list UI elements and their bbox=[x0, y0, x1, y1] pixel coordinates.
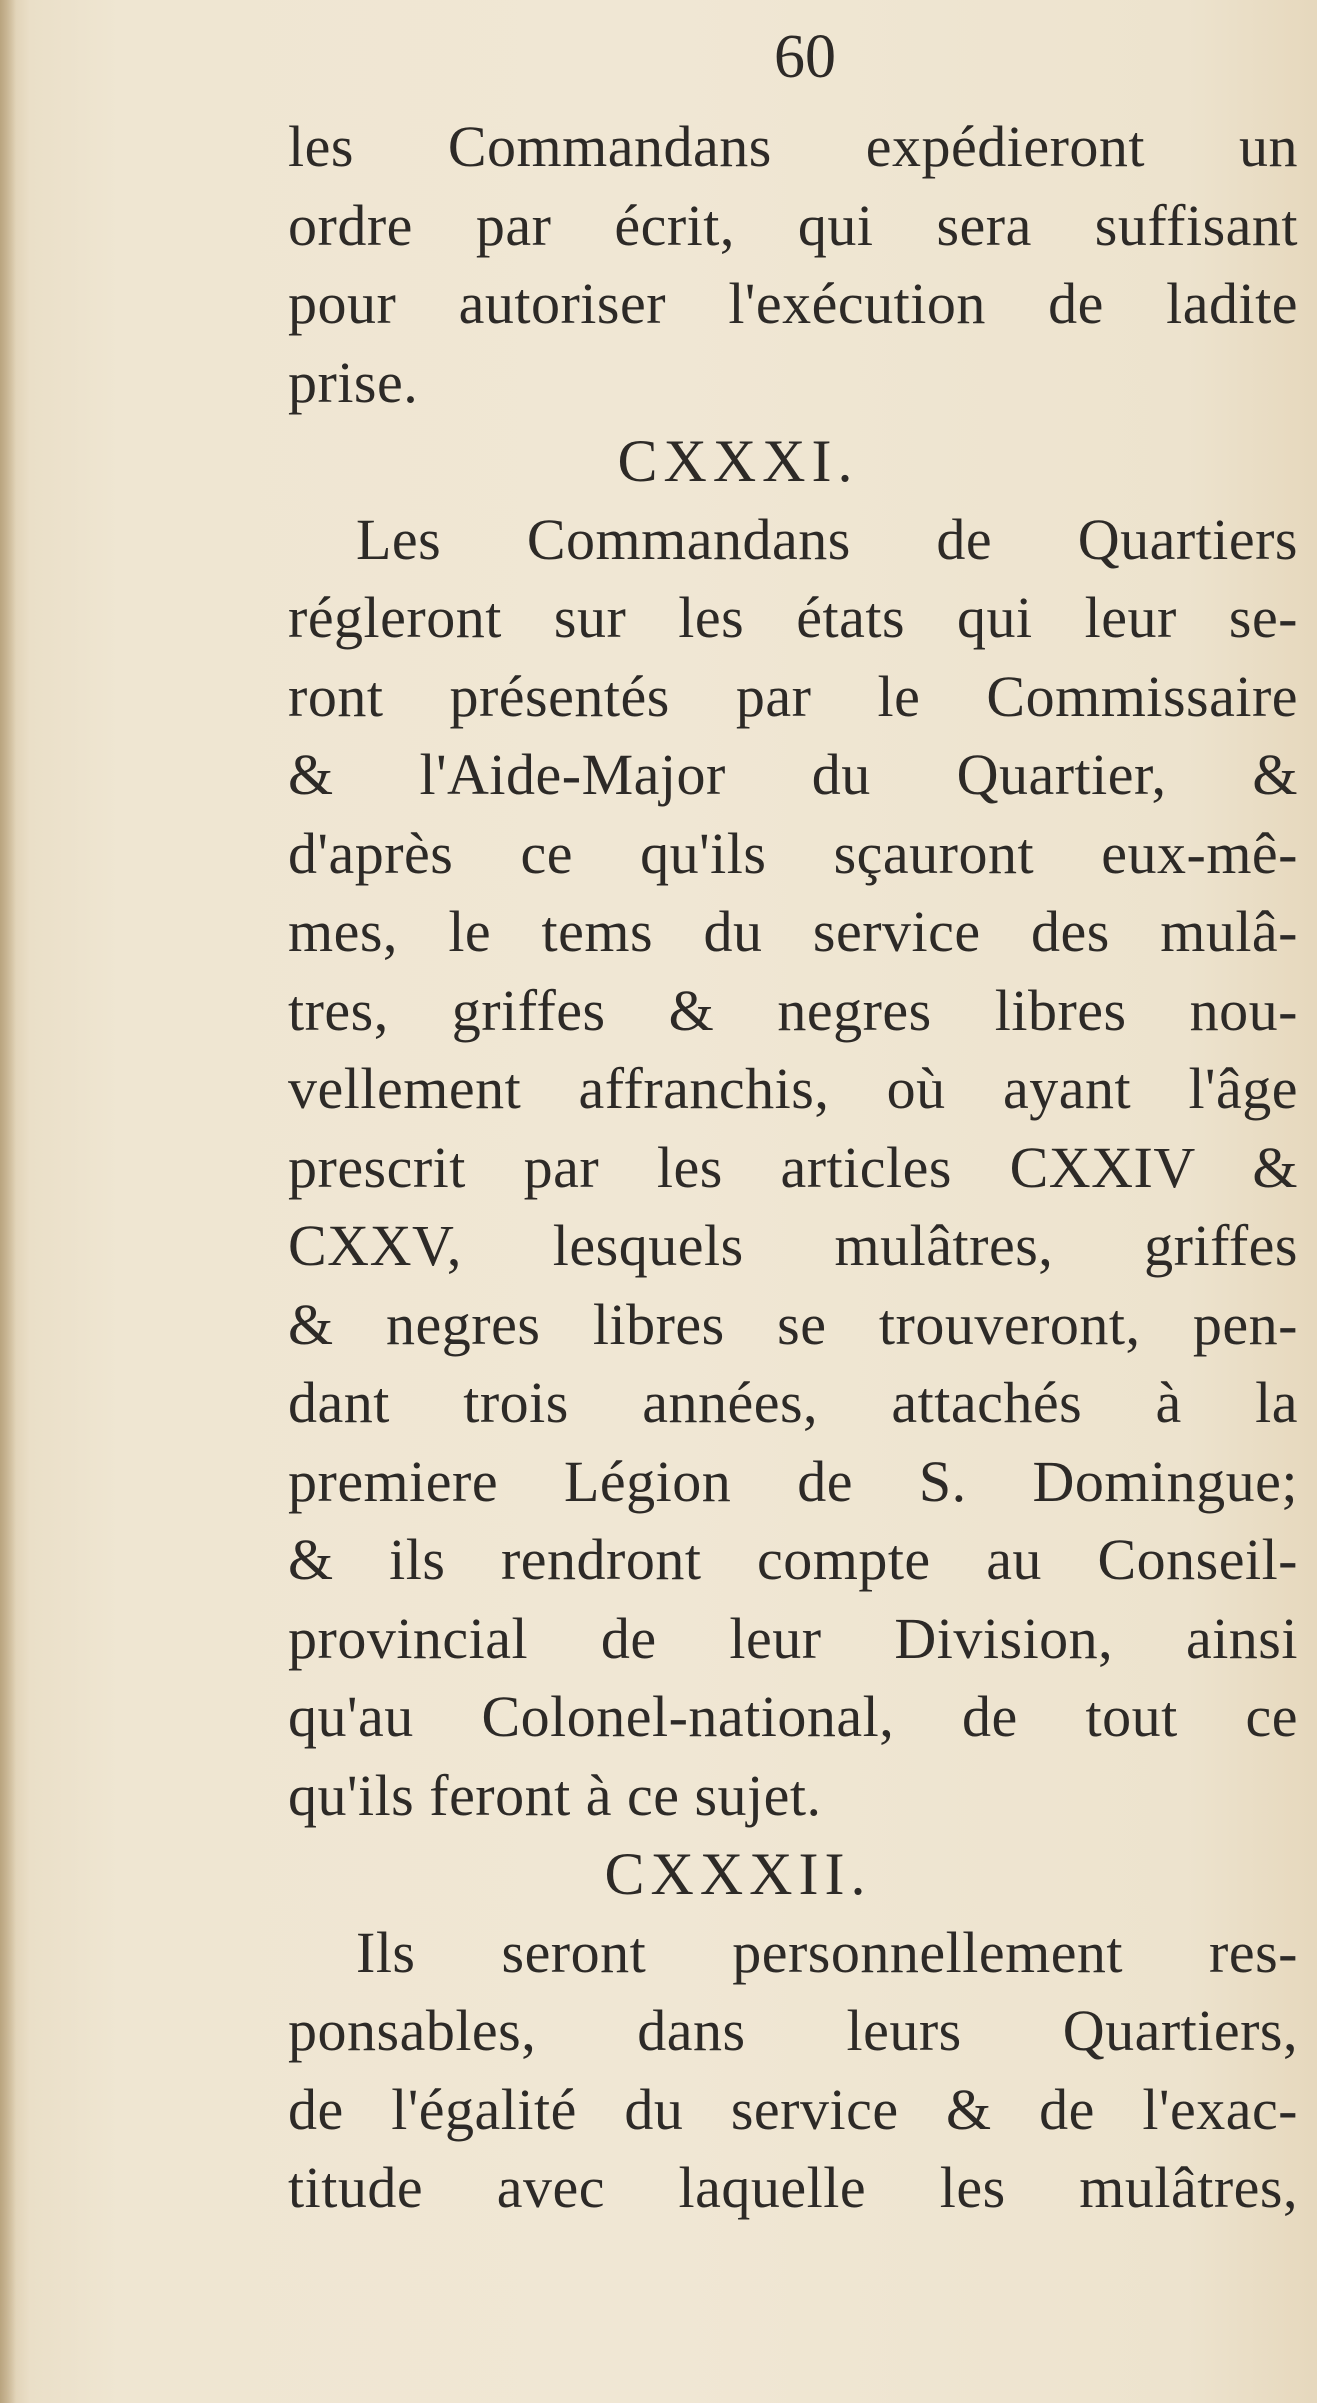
text-line: & negres libres se trouveront, pen- bbox=[288, 1291, 1298, 1357]
text-line: tres, griffes & negres libres nou- bbox=[288, 977, 1298, 1043]
text-line: vellement affranchis, où ayant l'âge bbox=[288, 1056, 1298, 1121]
text-line: Les Commandans de Quartiers bbox=[356, 506, 1298, 572]
page-text bbox=[288, 108, 1298, 2228]
text-line: titude avec laquelle les mulâtres, bbox=[288, 2155, 1298, 2220]
page-spine-shadow bbox=[0, 0, 16, 2403]
text-line: & l'Aide-Major du Quartier, & bbox=[288, 742, 1298, 807]
text-line: d'après ce qu'ils sçauront eux-mê- bbox=[288, 820, 1298, 886]
article-heading: CXXXI. bbox=[617, 428, 859, 494]
text-line: de l'égalité du service & de l'exac- bbox=[288, 2076, 1298, 2142]
article-heading: CXXXII. bbox=[604, 1841, 872, 1907]
text-line: régleront sur les états qui leur se- bbox=[288, 585, 1298, 650]
text-line: dant trois années, attachés à la bbox=[288, 1370, 1298, 1435]
text-line: Ils seront personnellement res- bbox=[356, 1919, 1298, 1985]
text-line: premiere Légion de S. Domingue; bbox=[288, 1448, 1298, 1514]
text-line: ponsables, dans leurs Quartiers, bbox=[288, 1998, 1298, 2063]
text-line: mes, le tems du service des mulâ- bbox=[288, 899, 1298, 964]
text-line: prescrit par les articles CXXIV & bbox=[288, 1134, 1298, 1200]
page-number: 60 bbox=[774, 23, 836, 91]
text-line: prise. bbox=[288, 349, 419, 415]
text-line: ordre par écrit, qui sera suffisant bbox=[288, 192, 1298, 258]
text-line: pour autoriser l'exécution de ladite bbox=[288, 271, 1298, 336]
text-line: & ils rendront compte au Conseil- bbox=[288, 1527, 1298, 1592]
text-line: les Commandans expédieront un bbox=[288, 114, 1298, 179]
text-line: ront présentés par le Commissaire bbox=[288, 663, 1298, 729]
text-line: provincial de leur Division, ainsi bbox=[288, 1605, 1298, 1671]
text-line: qu'ils feront à ce sujet. bbox=[288, 1762, 822, 1828]
text-line: CXXV, lesquels mulâtres, griffes bbox=[288, 1213, 1298, 1278]
text-line: qu'au Colonel-national, de tout ce bbox=[288, 1684, 1298, 1749]
